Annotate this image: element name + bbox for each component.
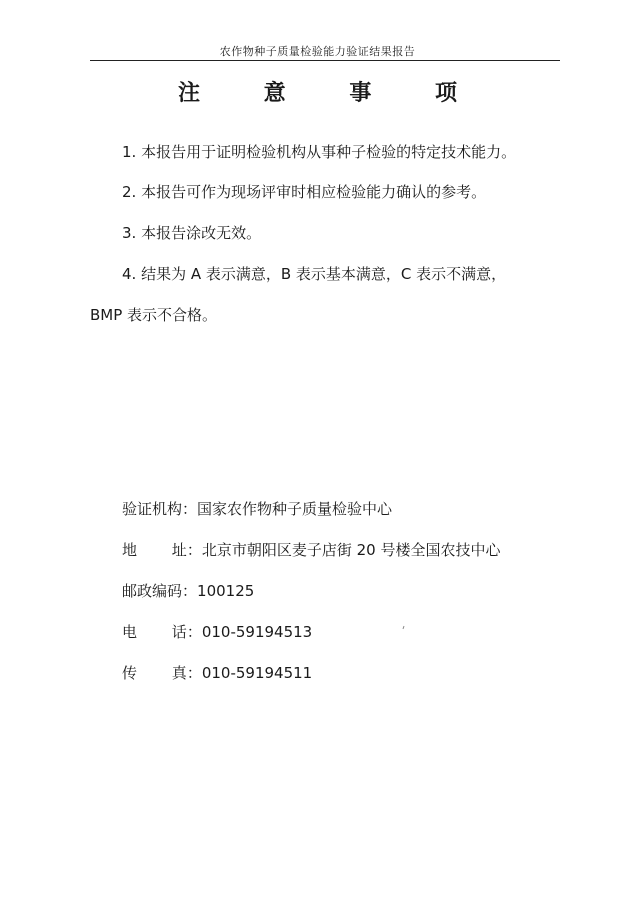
address-separator: ： xyxy=(186,541,202,559)
note-item-3: 3. 本报告涂改无效。 xyxy=(122,224,262,242)
contact-zip xyxy=(122,580,254,601)
address-value: 北京市朝阳区麦子店街 20 号楼全国农技中心 xyxy=(201,541,501,559)
phone-label-char-1: 电 xyxy=(122,623,153,641)
address-label xyxy=(122,539,187,560)
note-item-2: 2. 本报告可作为现场评审时相应检验能力确认的参考。 xyxy=(122,183,487,201)
fax-label xyxy=(122,662,187,683)
contact-address xyxy=(122,539,500,560)
contact-fax xyxy=(122,662,312,683)
note-item-4: 4. 结果为 A 表示满意，B 表示基本满意，C 表示不满意， xyxy=(122,265,507,283)
scan-speck xyxy=(403,626,405,629)
header-title: 农作物种子质量检验能力验证结果报告 xyxy=(219,45,416,58)
phone-label-char-2: 话 xyxy=(171,623,187,641)
note-item-4-continued: BMP 表示不合格。 xyxy=(90,306,218,324)
org-separator: ： xyxy=(182,500,198,518)
zip-value: 100125 xyxy=(197,582,255,600)
org-value: 国家农作物种子质量检验中心 xyxy=(197,500,393,518)
phone-label xyxy=(122,621,187,642)
page-title: 注 意 事 项 xyxy=(178,80,485,106)
phone-separator: ： xyxy=(186,623,202,641)
contact-phone xyxy=(122,621,312,642)
address-label-char-2: 址 xyxy=(171,541,187,559)
fax-value: 010-59194511 xyxy=(201,664,313,682)
fax-separator: ： xyxy=(186,664,202,682)
zip-separator: ： xyxy=(182,582,198,600)
note-item-1: 1. 本报告用于证明检验机构从事种子检验的特定技术能力。 xyxy=(122,143,517,161)
fax-label-char-1: 传 xyxy=(122,664,153,682)
org-label: 验证机构 xyxy=(122,500,183,518)
contact-org xyxy=(122,498,392,519)
header-divider xyxy=(90,60,560,61)
zip-label: 邮政编码 xyxy=(122,582,183,600)
fax-label-char-2: 真 xyxy=(171,664,187,682)
phone-value: 010-59194513 xyxy=(201,623,313,641)
address-label-char-1: 地 xyxy=(122,541,153,559)
